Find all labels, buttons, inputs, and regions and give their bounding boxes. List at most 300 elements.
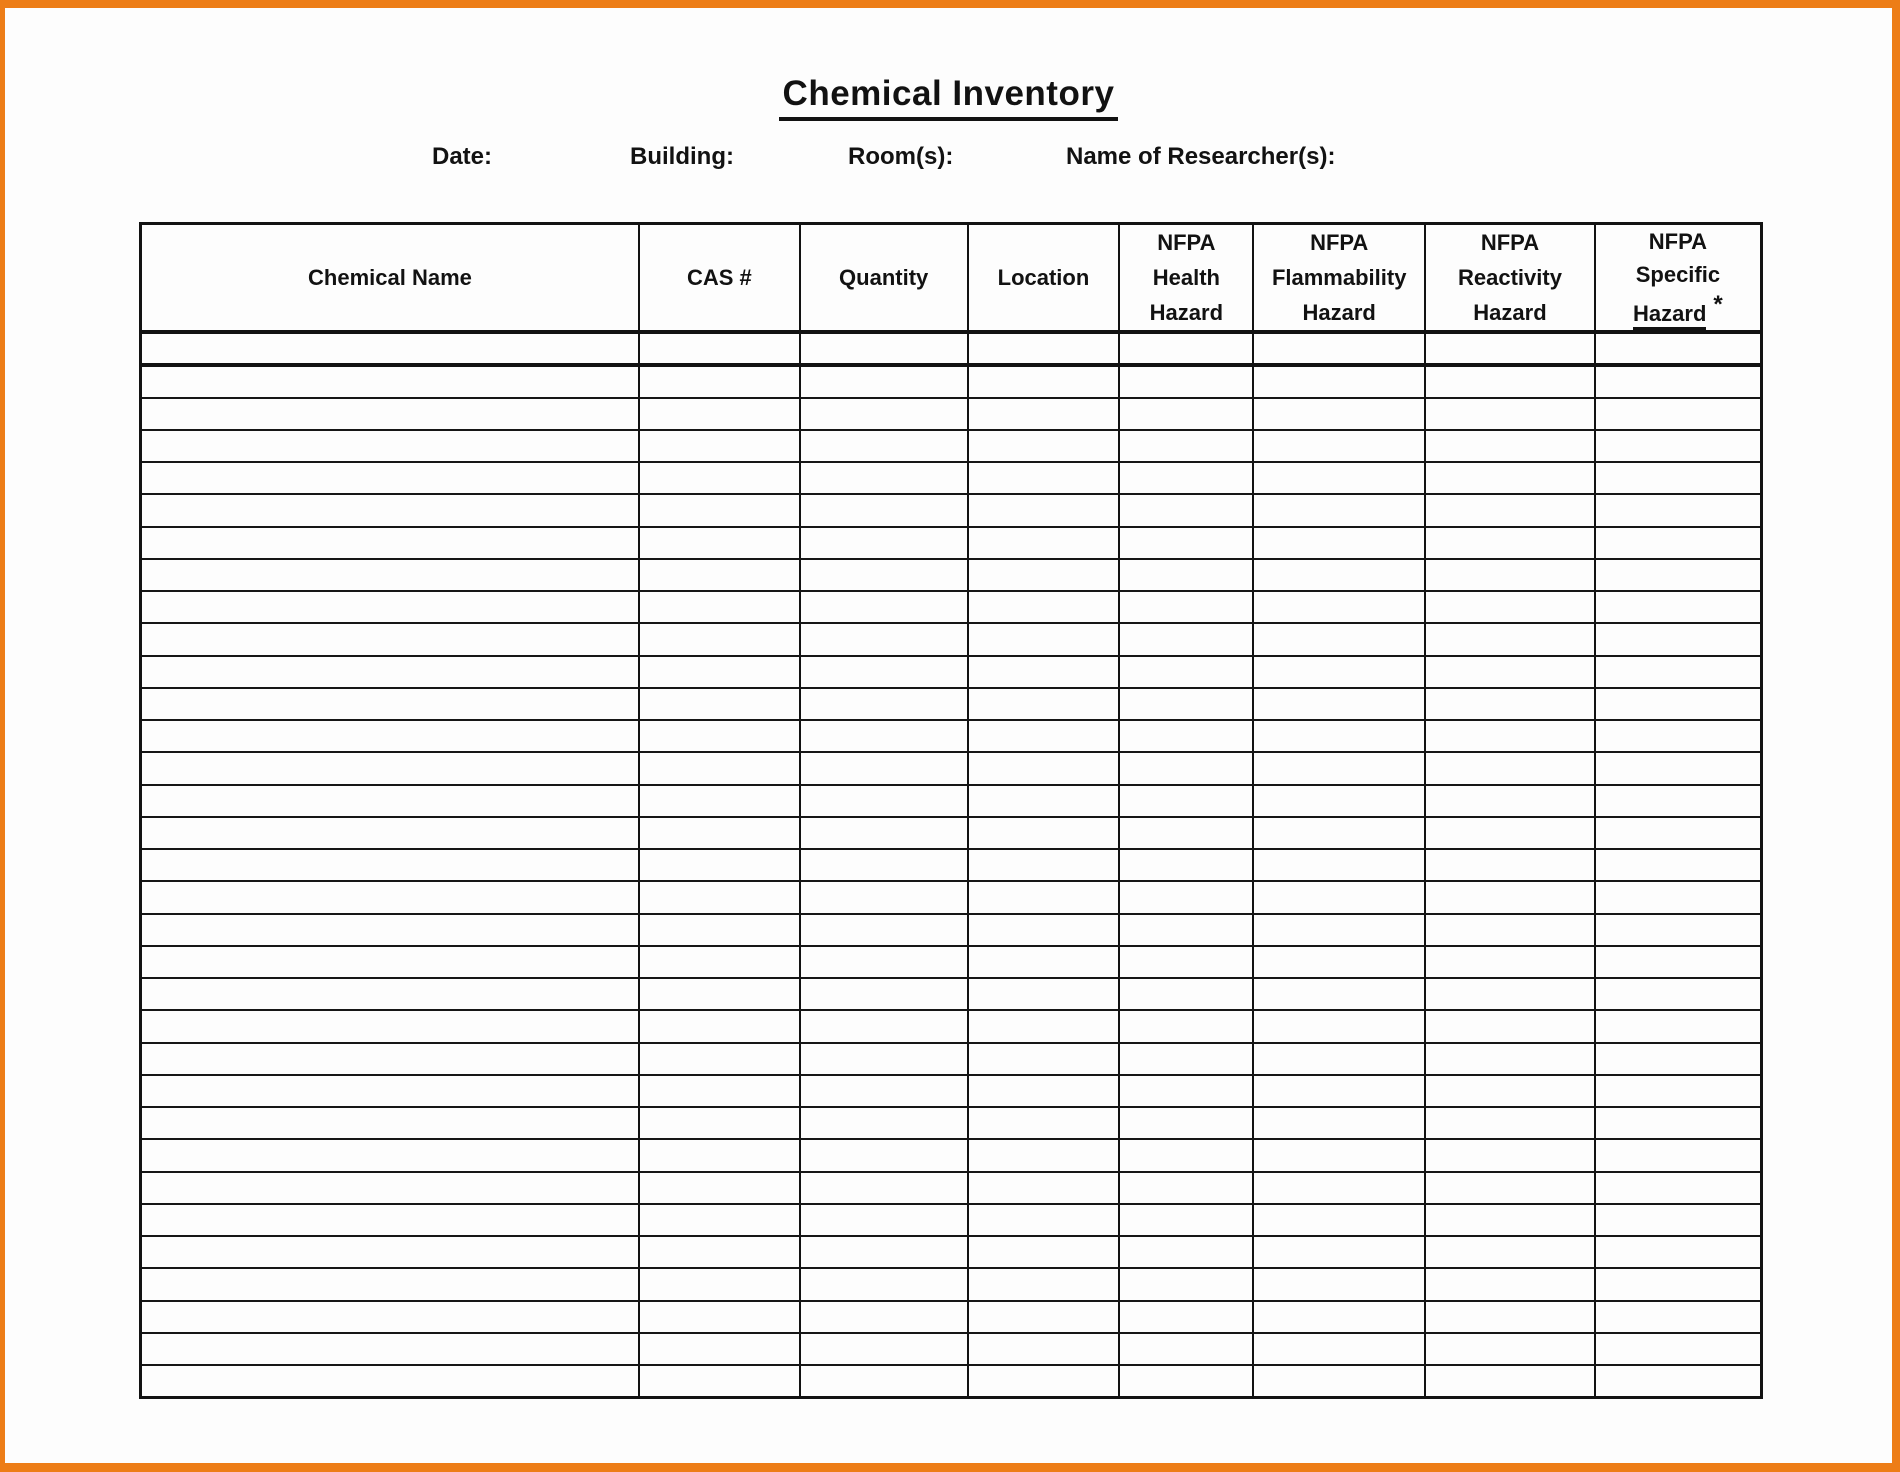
table-row [141, 430, 1762, 462]
inventory-cell[interactable] [639, 1204, 800, 1236]
inventory-cell[interactable] [141, 591, 639, 623]
inventory-cell[interactable] [1119, 559, 1253, 591]
inventory-cell[interactable] [800, 1333, 968, 1365]
inventory-cell[interactable] [639, 752, 800, 784]
inventory-cell[interactable] [1425, 527, 1595, 559]
inventory-cell[interactable] [968, 462, 1120, 494]
inventory-cell[interactable] [1595, 1236, 1762, 1268]
inventory-cell[interactable] [1119, 1301, 1253, 1333]
inventory-cell[interactable] [639, 1365, 800, 1398]
inventory-cell[interactable] [800, 849, 968, 881]
inventory-cell[interactable] [1425, 332, 1595, 365]
column-header-nfpa-specific: NFPA Specific Hazard * [1595, 224, 1762, 333]
inventory-cell[interactable] [1595, 881, 1762, 913]
inventory-cell[interactable] [1253, 1268, 1425, 1300]
inventory-cell[interactable] [1595, 785, 1762, 817]
inventory-cell[interactable] [1119, 1268, 1253, 1300]
inventory-cell[interactable] [800, 881, 968, 913]
inventory-cell[interactable] [1119, 817, 1253, 849]
inventory-cell[interactable] [639, 462, 800, 494]
inventory-cell[interactable] [968, 494, 1120, 526]
inventory-cell[interactable] [968, 914, 1120, 946]
table-row [141, 365, 1762, 397]
inventory-cell[interactable] [800, 1301, 968, 1333]
inventory-cell[interactable] [141, 881, 639, 913]
inventory-cell[interactable] [1253, 365, 1425, 397]
inventory-cell[interactable] [1425, 1301, 1595, 1333]
inventory-cell[interactable] [639, 332, 800, 365]
table-header-row [141, 224, 1762, 333]
inventory-cell[interactable] [968, 785, 1120, 817]
inventory-cell[interactable] [1253, 559, 1425, 591]
inventory-cell[interactable] [1119, 656, 1253, 688]
column-header-chemical-name [141, 224, 639, 333]
inventory-cell[interactable] [1595, 720, 1762, 752]
inventory-cell[interactable] [141, 365, 639, 397]
asterisk-footnote-marker: * [1713, 291, 1723, 318]
inventory-cell[interactable] [639, 720, 800, 752]
column-header-nfpa-reactivity: NFPA Reactivity Hazard [1425, 224, 1595, 333]
inventory-cell[interactable] [800, 365, 968, 397]
inventory-cell[interactable] [1253, 1010, 1425, 1042]
inventory-cell[interactable] [1595, 656, 1762, 688]
inventory-cell[interactable] [1253, 1139, 1425, 1171]
inventory-cell[interactable] [968, 1139, 1120, 1171]
inventory-cell[interactable] [968, 1333, 1120, 1365]
inventory-cell[interactable] [1425, 881, 1595, 913]
inventory-cell[interactable] [800, 1139, 968, 1171]
inventory-cell[interactable] [1253, 527, 1425, 559]
inventory-cell[interactable] [1253, 1107, 1425, 1139]
inventory-cell[interactable] [1119, 332, 1253, 365]
inventory-cell[interactable] [968, 559, 1120, 591]
inventory-cell[interactable] [141, 817, 639, 849]
inventory-cell[interactable] [968, 1107, 1120, 1139]
inventory-cell[interactable] [141, 1075, 639, 1107]
inventory-cell[interactable] [141, 978, 639, 1010]
inventory-cell[interactable] [141, 527, 639, 559]
inventory-cell[interactable] [1425, 849, 1595, 881]
inventory-cell[interactable] [968, 332, 1120, 365]
inventory-cell[interactable] [639, 430, 800, 462]
inventory-cell[interactable] [1253, 1365, 1425, 1398]
inventory-cell[interactable] [141, 1333, 639, 1365]
column-header-quantity [800, 224, 968, 333]
inventory-cell[interactable] [639, 914, 800, 946]
inventory-cell[interactable] [1119, 398, 1253, 430]
inventory-cell[interactable] [800, 494, 968, 526]
inventory-cell[interactable] [1595, 817, 1762, 849]
inventory-cell[interactable] [1425, 1268, 1595, 1300]
inventory-cell[interactable] [639, 688, 800, 720]
inventory-cell[interactable] [1425, 1172, 1595, 1204]
inventory-cell[interactable] [1119, 1204, 1253, 1236]
inventory-cell[interactable] [1119, 720, 1253, 752]
inventory-cell[interactable] [1425, 752, 1595, 784]
inventory-cell[interactable] [1595, 591, 1762, 623]
table-row [141, 1333, 1762, 1365]
inventory-cell[interactable] [1595, 1301, 1762, 1333]
inventory-cell[interactable] [1595, 1365, 1762, 1398]
inventory-cell[interactable] [1425, 1139, 1595, 1171]
inventory-cell[interactable] [141, 785, 639, 817]
inventory-cell[interactable] [968, 849, 1120, 881]
inventory-cell[interactable] [1595, 1268, 1762, 1300]
inventory-cell[interactable] [968, 688, 1120, 720]
inventory-cell[interactable] [639, 1043, 800, 1075]
inventory-cell[interactable] [1425, 785, 1595, 817]
inventory-cell[interactable] [141, 752, 639, 784]
inventory-cell[interactable] [1425, 1236, 1595, 1268]
inventory-cell[interactable] [800, 688, 968, 720]
inventory-cell[interactable] [1253, 1301, 1425, 1333]
inventory-cell[interactable] [1595, 365, 1762, 397]
field-label-rooms: Room(s): [848, 143, 954, 170]
inventory-cell[interactable] [1119, 1043, 1253, 1075]
inventory-cell[interactable] [1425, 1333, 1595, 1365]
inventory-cell[interactable] [1253, 591, 1425, 623]
inventory-cell[interactable] [968, 881, 1120, 913]
inventory-cell[interactable] [1425, 914, 1595, 946]
inventory-cell[interactable] [1595, 398, 1762, 430]
inventory-cell[interactable] [1425, 559, 1595, 591]
inventory-cell[interactable] [639, 591, 800, 623]
field-label-date: Date: [432, 143, 493, 170]
inventory-cell[interactable] [800, 591, 968, 623]
inventory-cell[interactable] [968, 1172, 1120, 1204]
inventory-cell[interactable] [1595, 527, 1762, 559]
inventory-cell[interactable] [1253, 1204, 1425, 1236]
inventory-cell[interactable] [1425, 720, 1595, 752]
table-row [141, 623, 1762, 655]
inventory-cell[interactable] [1253, 688, 1425, 720]
inventory-cell[interactable] [968, 978, 1120, 1010]
inventory-cell[interactable] [800, 1107, 968, 1139]
inventory-cell[interactable] [639, 1139, 800, 1171]
inventory-cell[interactable] [141, 398, 639, 430]
inventory-cell[interactable] [800, 527, 968, 559]
inventory-cell[interactable] [800, 720, 968, 752]
inventory-cell[interactable] [1595, 752, 1762, 784]
inventory-cell[interactable] [141, 1139, 639, 1171]
table-row [141, 1010, 1762, 1042]
inventory-cell[interactable] [141, 720, 639, 752]
inventory-cell[interactable] [639, 1107, 800, 1139]
inventory-cell[interactable] [1595, 1107, 1762, 1139]
inventory-cell[interactable] [1119, 1010, 1253, 1042]
inventory-cell[interactable] [1595, 559, 1762, 591]
inventory-cell[interactable] [1253, 1333, 1425, 1365]
inventory-cell[interactable] [800, 1236, 968, 1268]
table-row [141, 1043, 1762, 1075]
inventory-cell[interactable] [1253, 946, 1425, 978]
inventory-cell[interactable] [1425, 1107, 1595, 1139]
inventory-cell[interactable] [1253, 881, 1425, 913]
inventory-cell[interactable] [1425, 494, 1595, 526]
inventory-cell[interactable] [1595, 688, 1762, 720]
inventory-cell[interactable] [1425, 462, 1595, 494]
inventory-cell[interactable] [1425, 817, 1595, 849]
inventory-cell[interactable] [1595, 623, 1762, 655]
inventory-cell[interactable] [639, 817, 800, 849]
inventory-cell[interactable] [1119, 591, 1253, 623]
table-row [141, 656, 1762, 688]
inventory-cell[interactable] [1253, 720, 1425, 752]
inventory-cell[interactable] [968, 365, 1120, 397]
inventory-cell[interactable] [1425, 946, 1595, 978]
inventory-cell[interactable] [1595, 1075, 1762, 1107]
inventory-cell[interactable] [141, 1010, 639, 1042]
inventory-cell[interactable] [968, 1075, 1120, 1107]
inventory-cell[interactable] [1425, 1010, 1595, 1042]
inventory-cell[interactable] [141, 1107, 639, 1139]
inventory-cell[interactable] [1595, 332, 1762, 365]
table-row [141, 946, 1762, 978]
inventory-cell[interactable] [1253, 430, 1425, 462]
table-row [141, 1139, 1762, 1171]
inventory-cell[interactable] [1425, 1075, 1595, 1107]
inventory-cell[interactable] [1425, 656, 1595, 688]
inventory-cell[interactable] [968, 656, 1120, 688]
table-row [141, 559, 1762, 591]
inventory-cell[interactable] [968, 1043, 1120, 1075]
inventory-cell[interactable] [639, 623, 800, 655]
inventory-cell[interactable] [800, 978, 968, 1010]
table-row [141, 462, 1762, 494]
inventory-cell[interactable] [1425, 365, 1595, 397]
inventory-cell[interactable] [800, 1365, 968, 1398]
inventory-cell[interactable] [968, 946, 1120, 978]
inventory-cell[interactable] [639, 978, 800, 1010]
inventory-cell[interactable] [1253, 849, 1425, 881]
inventory-cell[interactable] [800, 914, 968, 946]
inventory-cell[interactable] [800, 817, 968, 849]
inventory-cell[interactable] [800, 1172, 968, 1204]
table-row [141, 688, 1762, 720]
inventory-cell[interactable] [1119, 527, 1253, 559]
table-row [141, 849, 1762, 881]
inventory-cell[interactable] [1119, 1075, 1253, 1107]
inventory-cell[interactable] [141, 656, 639, 688]
inventory-cell[interactable] [639, 1172, 800, 1204]
inventory-cell[interactable] [800, 559, 968, 591]
field-label-researchers: Name of Researcher(s): [1066, 143, 1336, 170]
inventory-cell[interactable] [1119, 914, 1253, 946]
inventory-cell[interactable] [1595, 946, 1762, 978]
inventory-cell[interactable] [1595, 1043, 1762, 1075]
inventory-cell[interactable] [639, 1268, 800, 1300]
field-label-building: Building: [630, 143, 734, 170]
inventory-cell[interactable] [141, 914, 639, 946]
inventory-cell[interactable] [968, 817, 1120, 849]
column-header-nfpa-flammability: NFPA Flammability Hazard [1253, 224, 1425, 333]
inventory-cell[interactable] [968, 1268, 1120, 1300]
inventory-cell[interactable] [1253, 494, 1425, 526]
table-row [141, 1365, 1762, 1398]
inventory-cell[interactable] [800, 752, 968, 784]
inventory-cell[interactable] [1425, 591, 1595, 623]
inventory-cell[interactable] [141, 494, 639, 526]
inventory-cell[interactable] [1253, 656, 1425, 688]
inventory-cell[interactable] [1119, 1236, 1253, 1268]
inventory-cell[interactable] [1595, 1333, 1762, 1365]
inventory-cell[interactable] [639, 881, 800, 913]
inventory-cell[interactable] [1253, 398, 1425, 430]
inventory-cell[interactable] [141, 1043, 639, 1075]
inventory-cell[interactable] [1253, 1172, 1425, 1204]
inventory-cell[interactable] [800, 1075, 968, 1107]
inventory-cell[interactable] [968, 752, 1120, 784]
inventory-cell[interactable] [141, 688, 639, 720]
inventory-cell[interactable] [1119, 688, 1253, 720]
inventory-cell[interactable] [800, 430, 968, 462]
inventory-cell[interactable] [1595, 1139, 1762, 1171]
inventory-cell[interactable] [1119, 752, 1253, 784]
inventory-cell[interactable] [800, 946, 968, 978]
inventory-cell[interactable] [1119, 849, 1253, 881]
table-row [141, 817, 1762, 849]
inventory-cell[interactable] [639, 849, 800, 881]
inventory-cell[interactable] [800, 398, 968, 430]
inventory-cell[interactable] [1253, 978, 1425, 1010]
inventory-cell[interactable] [1425, 623, 1595, 655]
inventory-cell[interactable] [1595, 978, 1762, 1010]
inventory-cell[interactable] [800, 462, 968, 494]
inventory-cell[interactable] [639, 785, 800, 817]
inventory-cell[interactable] [1253, 785, 1425, 817]
inventory-cell[interactable] [1119, 1139, 1253, 1171]
inventory-cell[interactable] [1425, 398, 1595, 430]
inventory-cell[interactable] [141, 1172, 639, 1204]
inventory-cell[interactable] [141, 462, 639, 494]
inventory-cell[interactable] [1253, 817, 1425, 849]
inventory-cell[interactable] [639, 1333, 800, 1365]
column-header-label: Chemical Name [308, 265, 472, 290]
inventory-cell[interactable] [1253, 332, 1425, 365]
inventory-cell[interactable] [1595, 494, 1762, 526]
inventory-cell[interactable] [968, 430, 1120, 462]
inventory-cell[interactable] [1595, 430, 1762, 462]
inventory-cell[interactable] [141, 1204, 639, 1236]
inventory-cell[interactable] [1253, 623, 1425, 655]
inventory-cell[interactable] [1119, 365, 1253, 397]
inventory-cell[interactable] [639, 656, 800, 688]
inventory-cell[interactable] [141, 1236, 639, 1268]
inventory-cell[interactable] [639, 1236, 800, 1268]
inventory-cell[interactable] [1595, 1204, 1762, 1236]
inventory-cell[interactable] [1253, 1075, 1425, 1107]
table-row [141, 398, 1762, 430]
inventory-cell[interactable] [1253, 462, 1425, 494]
inventory-cell[interactable] [639, 494, 800, 526]
inventory-cell[interactable] [141, 332, 639, 365]
inventory-cell[interactable] [968, 1365, 1120, 1398]
inventory-cell[interactable] [1253, 1236, 1425, 1268]
inventory-cell[interactable] [968, 1010, 1120, 1042]
inventory-cell[interactable] [1119, 623, 1253, 655]
inventory-cell[interactable] [1119, 978, 1253, 1010]
inventory-cell[interactable] [141, 946, 639, 978]
inventory-cell[interactable] [968, 398, 1120, 430]
inventory-cell[interactable] [1425, 430, 1595, 462]
inventory-cell[interactable] [1595, 849, 1762, 881]
inventory-cell[interactable] [1425, 1365, 1595, 1398]
inventory-cell[interactable] [1425, 1043, 1595, 1075]
inventory-cell[interactable] [968, 1204, 1120, 1236]
inventory-cell[interactable] [1119, 1365, 1253, 1398]
inventory-cell[interactable] [141, 1268, 639, 1300]
inventory-cell[interactable] [800, 656, 968, 688]
inventory-cell[interactable] [1425, 978, 1595, 1010]
inventory-cell[interactable] [1425, 688, 1595, 720]
inventory-cell[interactable] [1119, 881, 1253, 913]
inventory-cell[interactable] [968, 623, 1120, 655]
inventory-cell[interactable] [968, 1236, 1120, 1268]
table-row [141, 785, 1762, 817]
table-row [141, 1204, 1762, 1236]
inventory-cell[interactable] [639, 365, 800, 397]
inventory-cell[interactable] [1119, 462, 1253, 494]
inventory-cell[interactable] [639, 559, 800, 591]
inventory-cell[interactable] [141, 849, 639, 881]
inventory-cell[interactable] [639, 1010, 800, 1042]
table-row [141, 881, 1762, 913]
inventory-cell[interactable] [1595, 1172, 1762, 1204]
inventory-cell[interactable] [141, 559, 639, 591]
table-row [141, 1172, 1762, 1204]
inventory-cell[interactable] [639, 1301, 800, 1333]
inventory-cell[interactable] [800, 1010, 968, 1042]
inventory-cell[interactable] [1119, 1172, 1253, 1204]
inventory-cell[interactable] [1119, 1333, 1253, 1365]
inventory-cell[interactable] [1253, 752, 1425, 784]
inventory-cell[interactable] [1425, 1204, 1595, 1236]
inventory-cell[interactable] [968, 591, 1120, 623]
inventory-cell[interactable] [639, 1075, 800, 1107]
table-row [141, 978, 1762, 1010]
inventory-cell[interactable] [968, 1301, 1120, 1333]
inventory-cell[interactable] [639, 398, 800, 430]
inventory-cell[interactable] [141, 1301, 639, 1333]
inventory-cell[interactable] [1119, 494, 1253, 526]
inventory-cell[interactable] [1119, 1107, 1253, 1139]
inventory-cell[interactable] [141, 623, 639, 655]
inventory-cell[interactable] [1595, 462, 1762, 494]
inventory-cell[interactable] [800, 623, 968, 655]
inventory-cell[interactable] [639, 946, 800, 978]
inventory-cell[interactable] [968, 720, 1120, 752]
table-row [141, 332, 1762, 365]
inventory-cell[interactable] [1253, 914, 1425, 946]
inventory-cell[interactable] [1595, 1010, 1762, 1042]
inventory-cell[interactable] [800, 1204, 968, 1236]
inventory-cell[interactable] [800, 332, 968, 365]
inventory-cell[interactable] [639, 527, 800, 559]
inventory-cell[interactable] [1595, 914, 1762, 946]
table-body [141, 332, 1762, 1398]
inventory-cell[interactable] [1119, 946, 1253, 978]
inventory-cell[interactable] [800, 1043, 968, 1075]
inventory-cell[interactable] [800, 1268, 968, 1300]
inventory-cell[interactable] [800, 785, 968, 817]
inventory-cell[interactable] [141, 430, 639, 462]
inventory-cell[interactable] [141, 1365, 639, 1398]
inventory-cell[interactable] [1119, 785, 1253, 817]
inventory-cell[interactable] [968, 527, 1120, 559]
inventory-cell[interactable] [1119, 430, 1253, 462]
table-row [141, 914, 1762, 946]
inventory-cell[interactable] [1253, 1043, 1425, 1075]
